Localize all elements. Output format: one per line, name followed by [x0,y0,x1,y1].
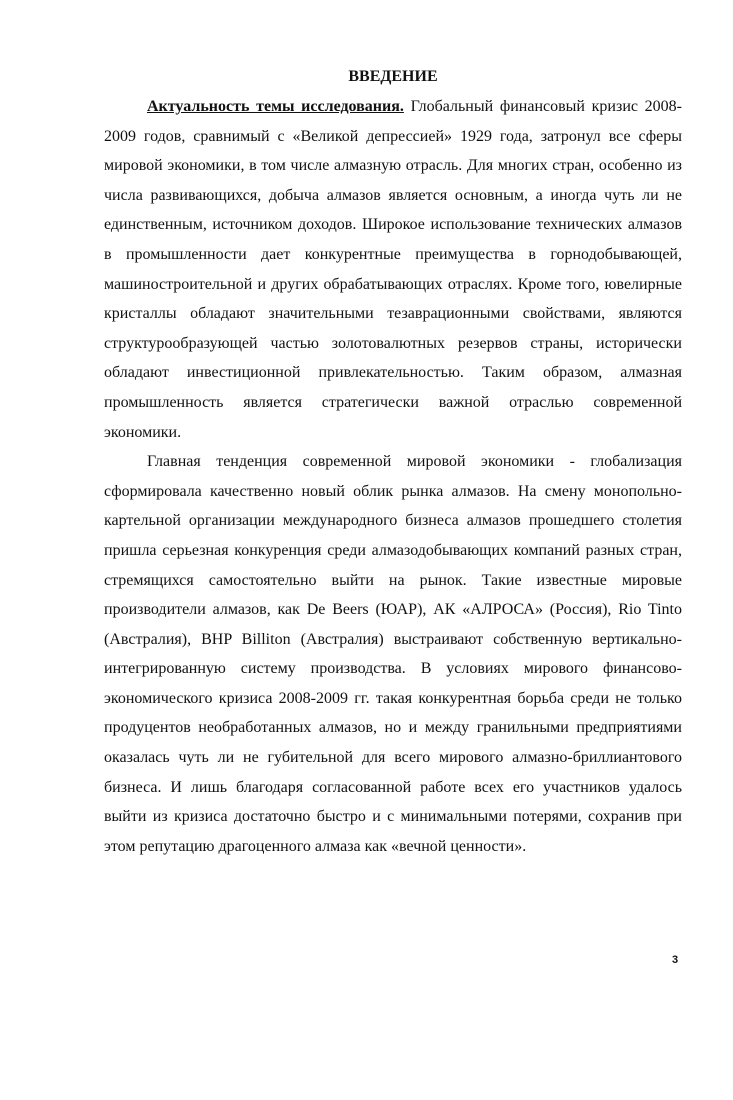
page-number: 3 [672,954,679,966]
document-page [104,62,682,861]
paragraph-relevance [104,92,682,447]
paragraph-relevance-text: Глобальный финансовый кризис 2008-2009 годов, сравнимый с «Великой депрессией» 1929 года, затронул все сферы мировой экономики, в том числе алмазную отрасль. Для многих стран, особенно из числа развивающихся, добыча алмазов является основным, а иногда чуть ли не единственным, источником доходов. Широкое использование технических алмазов в промышленности дает конкурентные преимущества в горнодобывающей, машиностроительной и других обрабатывающих отраслях. Кроме того, ювелирные кристаллы обладают значительными тезаврационными свойствами, являются структурообразующей частью золотовалютных резервов страны, исторически обладают инвестиционной привлекательностью. Таким образом, алмазная промышленность является стратегически важной отраслью современной экономики. [104,98,683,441]
paragraph-globalization: Главная тенденция современной мировой экономики - глобализация сформировала качественно новый облик рынка алмазов. На смену монопольно-картельной организации международного бизнеса алмазов прошедшего столетия пришла серьезная конкуренция среди алмазодобывающих компаний разных стран, стремящихся самостоятельно выйти на рынок. Такие известные мировые производители алмазов, как De Beers (ЮАР), АК «АЛРОСА» (Россия), Rio Tinto (Австралия), BHP Billiton (Австралия) выстраивают собственную вертикально-интегрированную систему производства. В условиях мирового финансово-экономического кризиса 2008-2009 гг. такая конкурентная борьба среди не только продуцентов необработанных алмазов, но и между гранильными предприятиями оказалась чуть ли не губительной для всего мирового алмазно-бриллиантового бизнеса. И лишь благодаря согласованной работе всех его участников удалось выйти из кризиса достаточно быстро и с минимальными потерями, сохранив при этом репутацию драгоценного алмаза как «вечной ценности». [104,453,682,855]
topic-label: Актуальность темы исследования. [147,98,404,115]
section-heading: ВВЕДЕНИЕ [348,68,438,85]
